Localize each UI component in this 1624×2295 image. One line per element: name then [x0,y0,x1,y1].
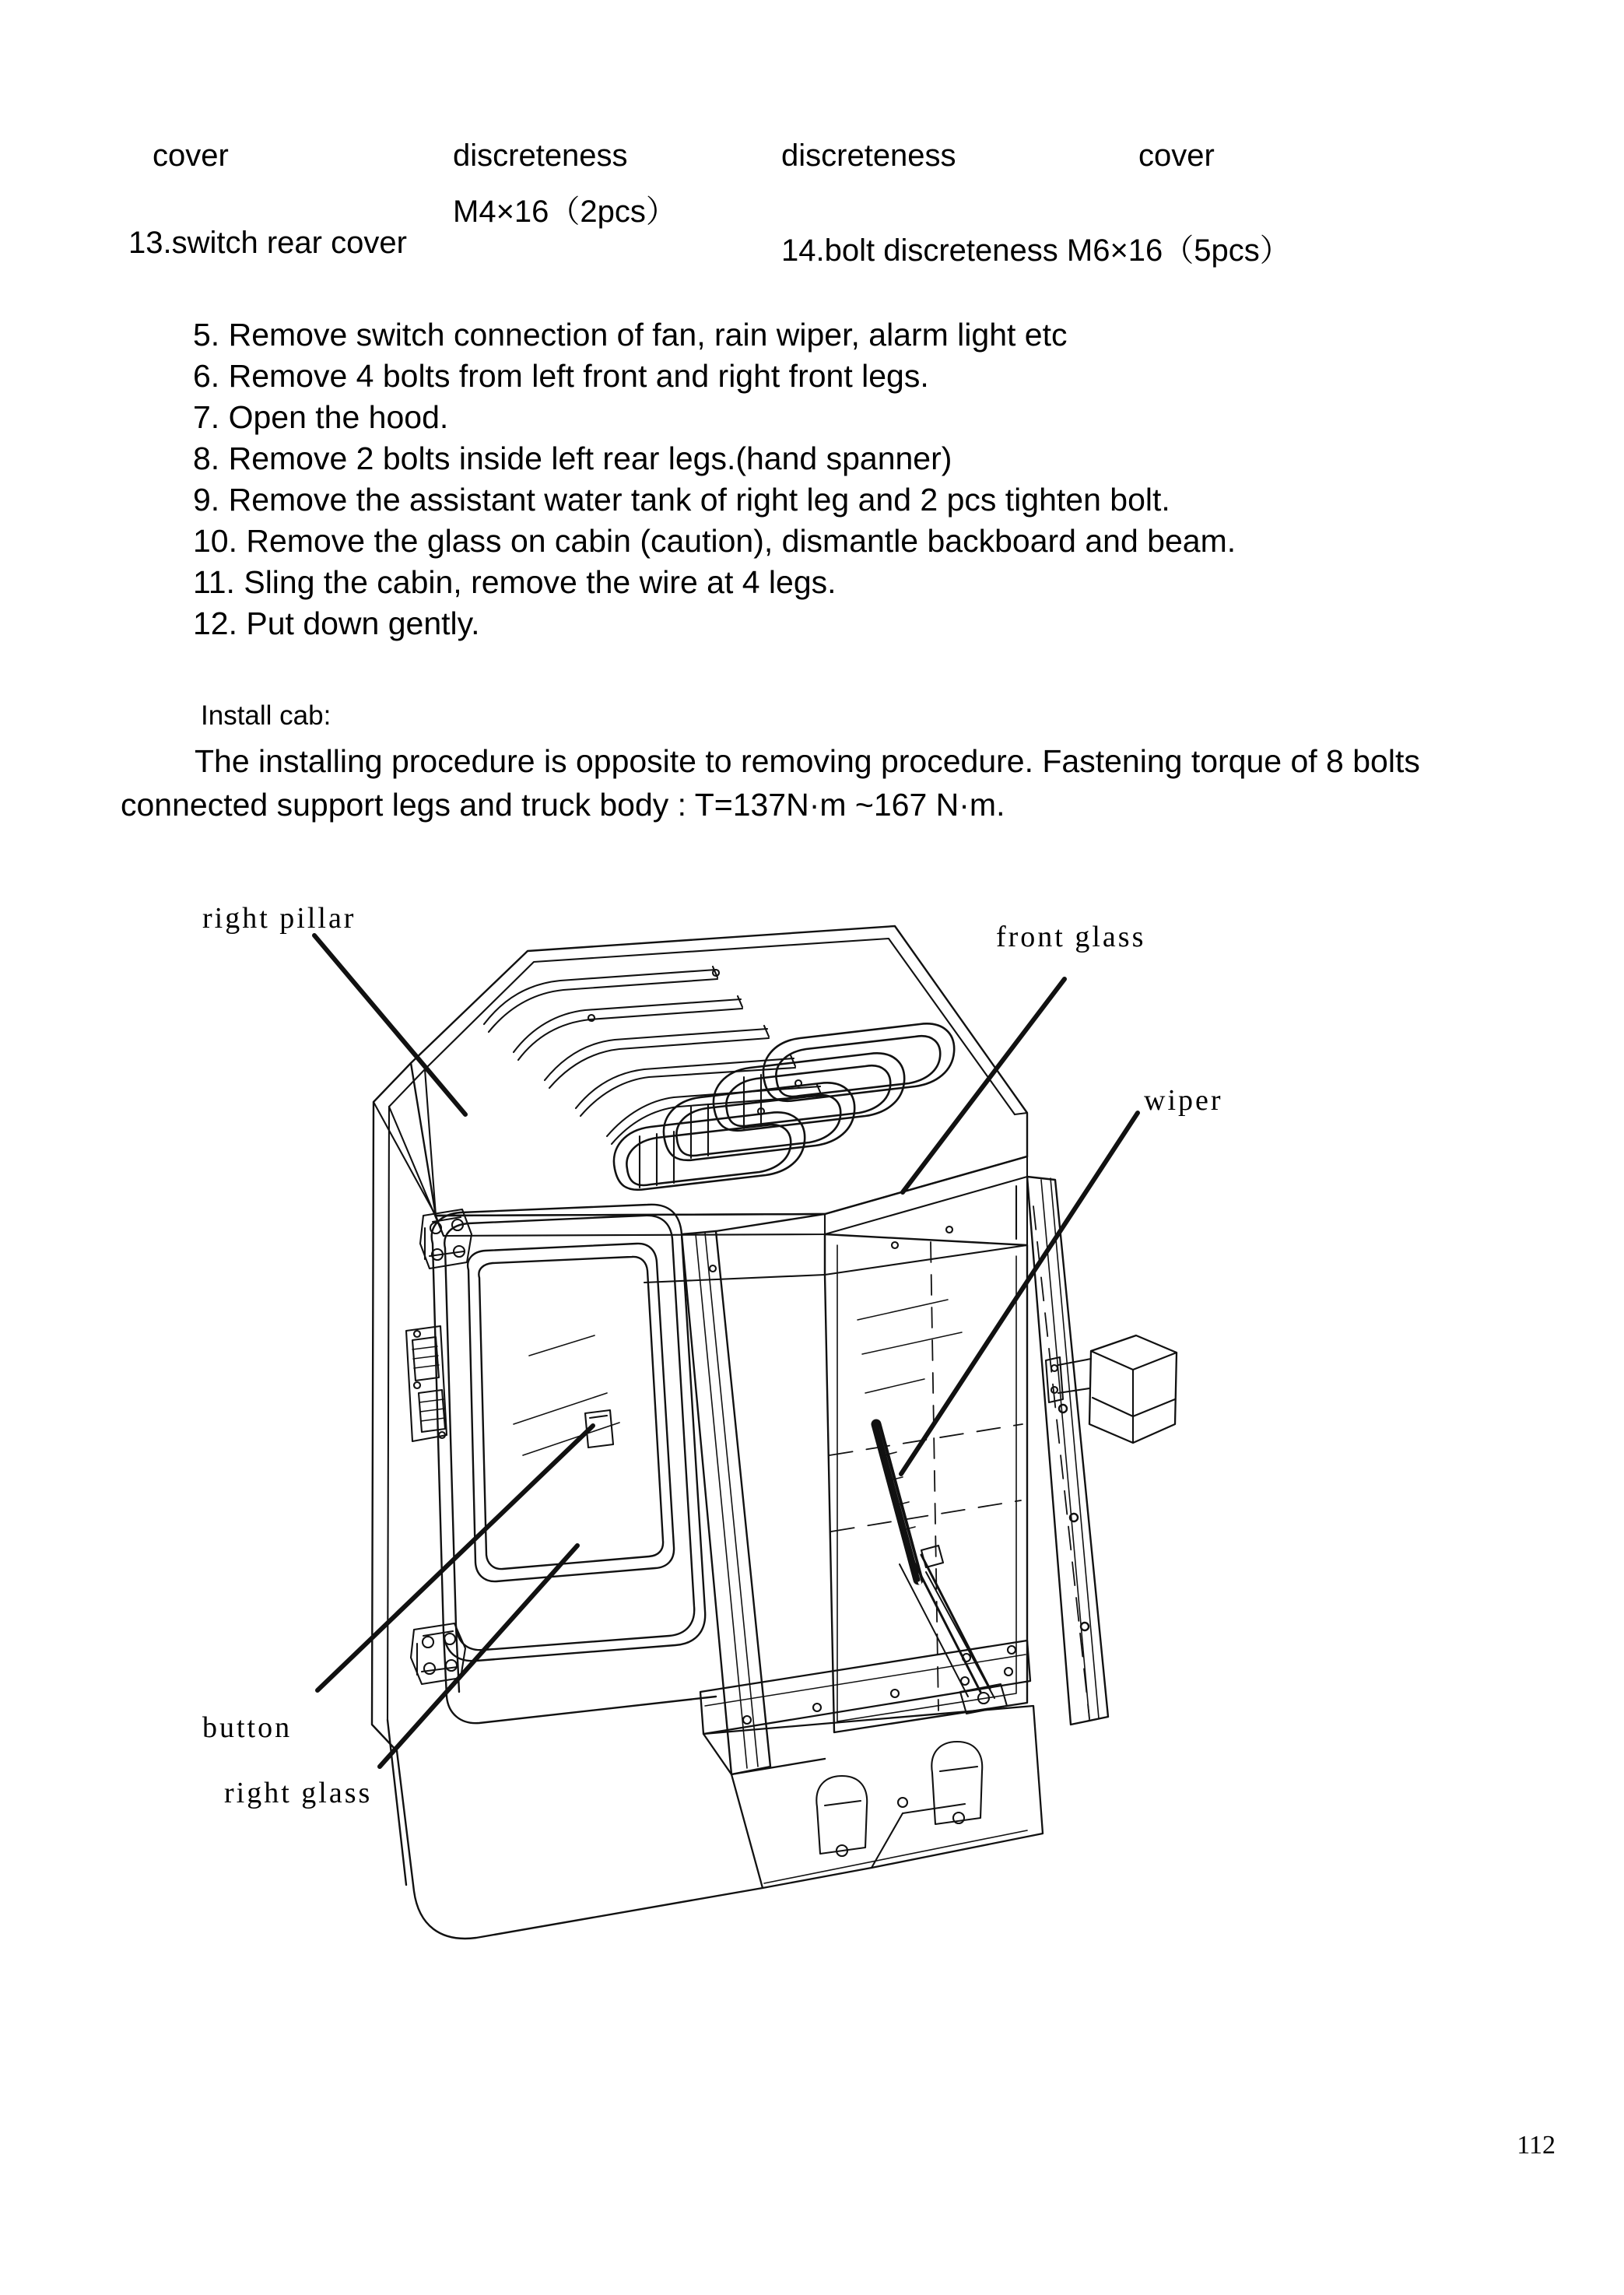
front-glass-panel [825,1234,1027,1732]
removal-step: 8. Remove 2 bolts inside left rear legs.(hand spanner) [193,440,952,476]
removal-step: 5. Remove switch connection of fan, rain wiper, alarm light etc [193,317,1068,353]
callout-label-button: button [202,1711,293,1744]
install-cab-paragraph: The installing procedure is opposite to removing procedure. Fastening torque of 8 bolts connected support legs and truck body : T=137N·m ~167 N·m. [121,743,1420,823]
removal-step: 9. Remove the assistant water tank of right leg and 2 pcs tighten bolt. [193,482,1170,518]
caption-fragment: discreteness [781,139,956,173]
caption-item-14: 14.bolt discreteness M6×16（5pcs） [781,233,1291,268]
install-cab-heading: Install cab: [201,700,331,731]
caption-fragment: cover [1138,139,1215,173]
removal-step: 7. Open the hood. [193,399,449,435]
callout-label-right-pillar: right pillar [202,902,356,935]
caption-fragment: cover [153,139,229,173]
caption-fragment: discreteness [453,139,628,173]
cab-line-art-svg [280,879,1494,2016]
removal-steps-list [193,314,1516,644]
roof-panel [411,926,1027,1216]
callout-label-wiper: wiper [1144,1084,1223,1117]
caption-fragment: M4×16（2pcs） [453,195,677,229]
callout-label-front-glass: front glass [996,921,1146,953]
removal-step: 11. Sling the cabin, remove the wire at 4 legs. [193,564,837,600]
page-number: 112 [1517,2131,1556,2160]
removal-step: 12. Put down gently. [193,605,480,641]
cab-assembly-drawing [202,879,1494,2016]
removal-step: 10. Remove the glass on cabin (caution), dismantle backboard and beam. [193,523,1236,559]
removal-step: 6. Remove 4 bolts from left front and right front legs. [193,358,929,394]
wiper-assembly [876,1424,1007,1714]
caption-item-13: 13.switch rear cover [128,226,407,260]
callout-label-right-glass: right glass [224,1777,373,1809]
pillar-vent-grille [406,1326,447,1441]
